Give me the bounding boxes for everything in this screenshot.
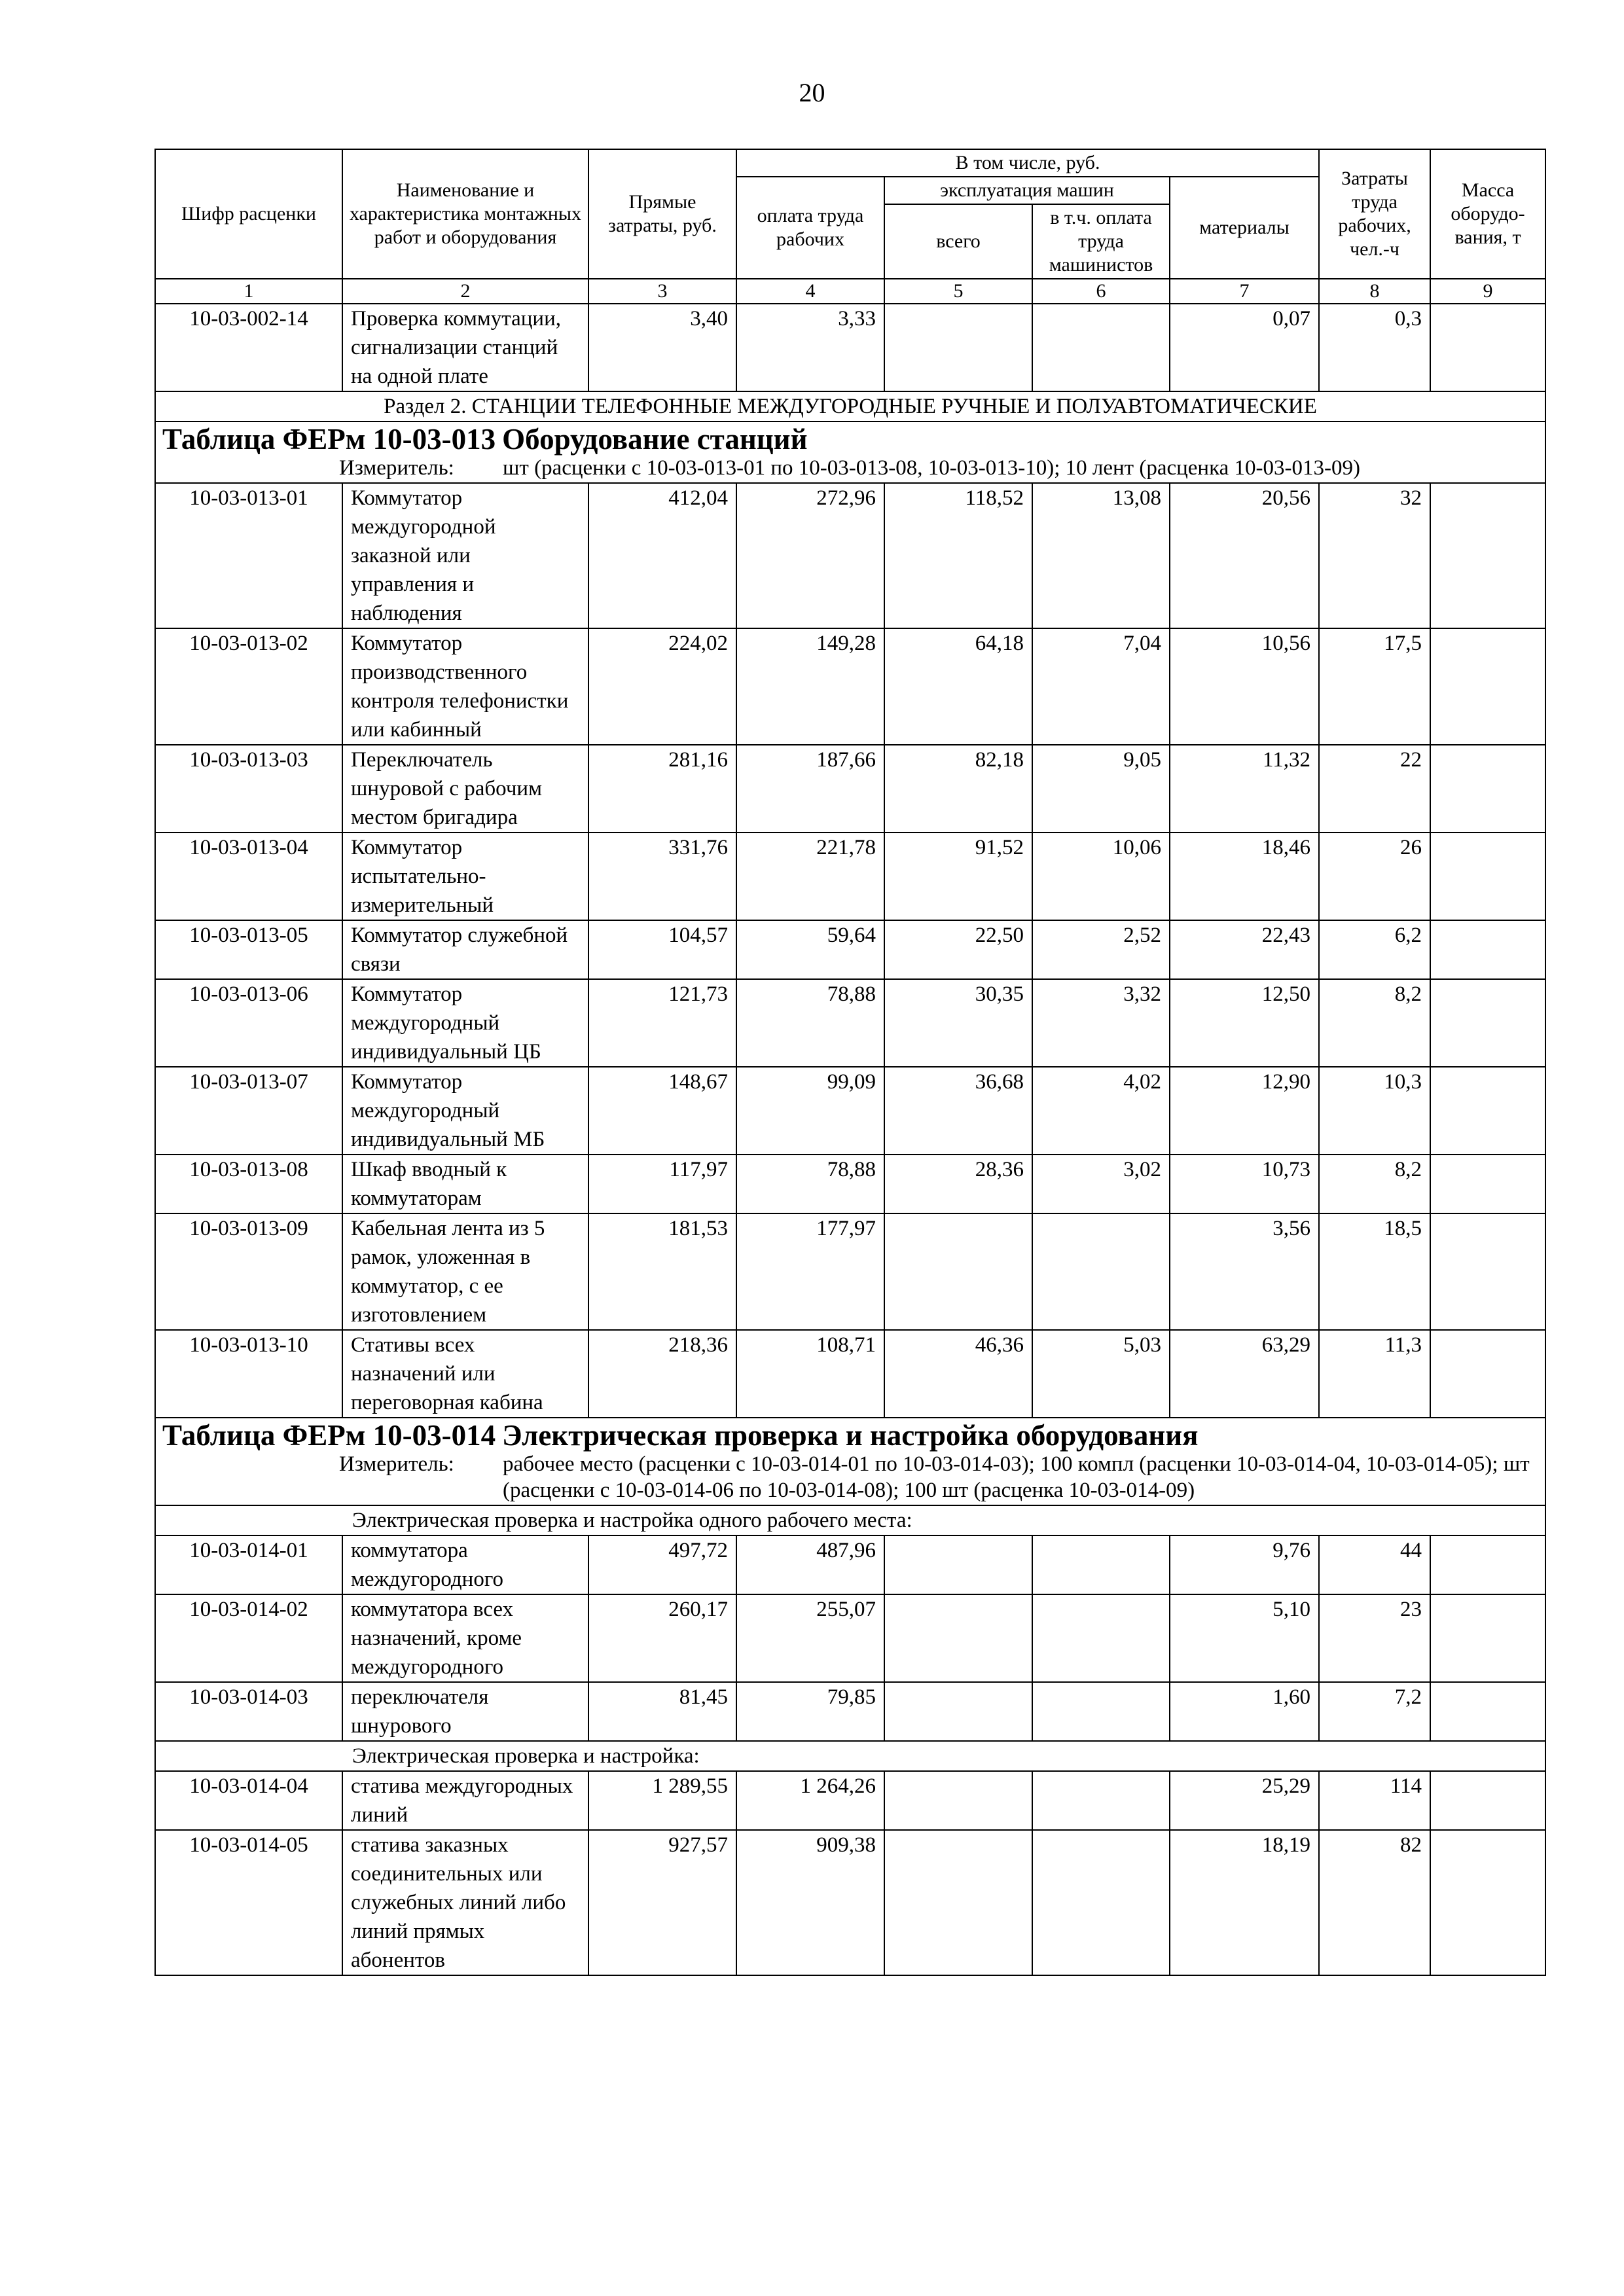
row-materials: 5,10 xyxy=(1170,1594,1319,1682)
row-labor: 255,07 xyxy=(736,1594,884,1682)
row-code: 10-03-002-14 xyxy=(155,304,342,391)
row-labor: 78,88 xyxy=(736,1155,884,1213)
header-mass: Масса оборудо-вания, т xyxy=(1430,149,1545,279)
row-mach xyxy=(884,1535,1032,1594)
col-number: 2 xyxy=(342,279,588,304)
row-labor: 1 264,26 xyxy=(736,1771,884,1830)
row-mach: 28,36 xyxy=(884,1155,1032,1213)
table-name: Электрическая проверка и настройка оборудования xyxy=(502,1419,1199,1452)
row-code: 10-03-014-03 xyxy=(155,1682,342,1741)
row-materials: 10,73 xyxy=(1170,1155,1319,1213)
row-direct: 218,36 xyxy=(588,1330,736,1418)
row-mach: 22,50 xyxy=(884,920,1032,979)
table-row xyxy=(155,1594,1545,1682)
row-materials: 1,60 xyxy=(1170,1682,1319,1741)
header-direct: Прямые затраты, руб. xyxy=(588,149,736,279)
row-direct: 224,02 xyxy=(588,628,736,745)
row-mach-labor: 3,02 xyxy=(1032,1155,1170,1213)
row-name: Стативы всех назначений или переговорная кабина xyxy=(342,1330,588,1418)
row-mass xyxy=(1430,1067,1545,1155)
row-code: 10-03-014-05 xyxy=(155,1830,342,1975)
row-mass xyxy=(1430,1155,1545,1213)
row-labor: 487,96 xyxy=(736,1535,884,1594)
table-label: Таблица ФЕРм 10-03-014 xyxy=(162,1419,496,1452)
row-code: 10-03-013-10 xyxy=(155,1330,342,1418)
row-direct: 181,53 xyxy=(588,1213,736,1330)
table2-rows-b xyxy=(155,1771,1545,1975)
row-hours: 7,2 xyxy=(1319,1682,1430,1741)
table-title xyxy=(162,1420,1538,1451)
row-name: переключателя шнурового xyxy=(342,1682,588,1741)
row-name: статива междугородных линий xyxy=(342,1771,588,1830)
table-row xyxy=(155,1830,1545,1975)
row-code: 10-03-013-07 xyxy=(155,1067,342,1155)
table-row xyxy=(155,745,1545,833)
table-row xyxy=(155,1535,1545,1594)
table-row xyxy=(155,1330,1545,1418)
row-mass xyxy=(1430,1535,1545,1594)
row-materials: 18,19 xyxy=(1170,1830,1319,1975)
row-labor: 272,96 xyxy=(736,483,884,628)
row-materials: 25,29 xyxy=(1170,1771,1319,1830)
page-number: 20 xyxy=(799,78,825,107)
col-number: 8 xyxy=(1319,279,1430,304)
row-direct: 81,45 xyxy=(588,1682,736,1741)
row-mach: 82,18 xyxy=(884,745,1032,833)
table-title xyxy=(162,423,1538,455)
row-mach-labor: 9,05 xyxy=(1032,745,1170,833)
row-mach xyxy=(884,1682,1032,1741)
table-row xyxy=(155,1067,1545,1155)
row-materials: 12,50 xyxy=(1170,979,1319,1067)
row-materials: 0,07 xyxy=(1170,304,1319,391)
row-hours: 114 xyxy=(1319,1771,1430,1830)
row-mach xyxy=(884,1771,1032,1830)
row-mass xyxy=(1430,1213,1545,1330)
row-hours: 11,3 xyxy=(1319,1330,1430,1418)
row-code: 10-03-013-05 xyxy=(155,920,342,979)
row-labor: 221,78 xyxy=(736,833,884,920)
group-row xyxy=(155,1741,1545,1771)
row-mach-labor: 5,03 xyxy=(1032,1330,1170,1418)
row-mass xyxy=(1430,920,1545,979)
row-mach-labor xyxy=(1032,1213,1170,1330)
row-mach: 64,18 xyxy=(884,628,1032,745)
header-machines: эксплуатация машин xyxy=(884,177,1170,204)
row-mach-labor: 10,06 xyxy=(1032,833,1170,920)
row-mach xyxy=(884,304,1032,391)
row-mach-labor: 2,52 xyxy=(1032,920,1170,979)
col-number: 9 xyxy=(1430,279,1545,304)
row-labor: 149,28 xyxy=(736,628,884,745)
measure-text: шт (расценки с 10-03-013-01 по 10-03-013-08, 10-03-013-10); 10 лент (расценка 10-03-013-09) xyxy=(503,456,1360,480)
row-hours: 82 xyxy=(1319,1830,1430,1975)
measure xyxy=(162,455,1538,481)
row-direct: 412,04 xyxy=(588,483,736,628)
row-name: Коммутатор производственного контроля телефонистки или кабинный xyxy=(342,628,588,745)
table-row xyxy=(155,979,1545,1067)
row-mach: 30,35 xyxy=(884,979,1032,1067)
row-mach-labor xyxy=(1032,304,1170,391)
row-name: Переключатель шнуровой с рабочим местом бригадира xyxy=(342,745,588,833)
row-direct: 281,16 xyxy=(588,745,736,833)
table-row xyxy=(155,833,1545,920)
row-labor: 59,64 xyxy=(736,920,884,979)
row-labor: 108,71 xyxy=(736,1330,884,1418)
row-materials: 10,56 xyxy=(1170,628,1319,745)
row-hours: 18,5 xyxy=(1319,1213,1430,1330)
row-mach xyxy=(884,1594,1032,1682)
row-mach-labor xyxy=(1032,1594,1170,1682)
row-mach: 91,52 xyxy=(884,833,1032,920)
table-label: Таблица ФЕРм 10-03-013 xyxy=(162,423,496,456)
measure xyxy=(162,1451,1538,1503)
group-row xyxy=(155,1505,1545,1535)
row-direct: 121,73 xyxy=(588,979,736,1067)
measure-label: Измеритель: xyxy=(339,1452,454,1476)
row-direct: 497,72 xyxy=(588,1535,736,1594)
group-title: Электрическая проверка и настройка: xyxy=(155,1741,1545,1771)
row-code: 10-03-013-06 xyxy=(155,979,342,1067)
row-mass xyxy=(1430,483,1545,628)
row-code: 10-03-013-08 xyxy=(155,1155,342,1213)
row-code: 10-03-014-04 xyxy=(155,1771,342,1830)
row-materials: 3,56 xyxy=(1170,1213,1319,1330)
row-mach-labor: 13,08 xyxy=(1032,483,1170,628)
row-code: 10-03-013-02 xyxy=(155,628,342,745)
measure-text: рабочее место (расценки с 10-03-014-01 по 10-03-014-03); 100 компл (расценки 10-03-014-04, 10-03-014-05); шт (расценки с 10-03-014-06 по 10-03-014-08); 100 шт (расценка 10-03-014-09) xyxy=(503,1452,1530,1502)
row-mach: 118,52 xyxy=(884,483,1032,628)
row-name: Проверка коммутации, сигнализации станций на одной плате xyxy=(342,304,588,391)
table-row xyxy=(155,1771,1545,1830)
table-row xyxy=(155,304,1545,391)
row-name: Коммутатор испытательно-измерительный xyxy=(342,833,588,920)
table-title-row xyxy=(155,1418,1545,1505)
row-hours: 0,3 xyxy=(1319,304,1430,391)
header-materials: материалы xyxy=(1170,177,1319,279)
row-mass xyxy=(1430,304,1545,391)
row-mach-labor xyxy=(1032,1535,1170,1594)
row-mach xyxy=(884,1830,1032,1975)
row-direct: 3,40 xyxy=(588,304,736,391)
row-labor: 78,88 xyxy=(736,979,884,1067)
row-materials: 12,90 xyxy=(1170,1067,1319,1155)
row-mach-labor: 7,04 xyxy=(1032,628,1170,745)
table-row xyxy=(155,483,1545,628)
row-name: Коммутатор междугородной заказной или управления и наблюдения xyxy=(342,483,588,628)
section-title: Раздел 2. СТАНЦИИ ТЕЛЕФОННЫЕ МЕЖДУГОРОДНЫЕ РУЧНЫЕ И ПОЛУАВТОМАТИЧЕСКИЕ xyxy=(155,391,1545,422)
row-mach-labor: 4,02 xyxy=(1032,1067,1170,1155)
row-labor: 177,97 xyxy=(736,1213,884,1330)
row-labor: 3,33 xyxy=(736,304,884,391)
header-mach-labor: в т.ч. оплата труда машинистов xyxy=(1032,204,1170,279)
row-direct: 148,67 xyxy=(588,1067,736,1155)
row-direct: 104,57 xyxy=(588,920,736,979)
row-mach: 36,68 xyxy=(884,1067,1032,1155)
row-hours: 22 xyxy=(1319,745,1430,833)
table-title-row xyxy=(155,422,1545,483)
row-materials: 20,56 xyxy=(1170,483,1319,628)
row-name: коммутатора всех назначений, кроме междугородного xyxy=(342,1594,588,1682)
row-materials: 9,76 xyxy=(1170,1535,1319,1594)
rates-table xyxy=(154,149,1546,1976)
row-labor: 909,38 xyxy=(736,1830,884,1975)
table-name: Оборудование станций xyxy=(502,423,808,456)
table-row xyxy=(155,628,1545,745)
row-mass xyxy=(1430,833,1545,920)
row-code: 10-03-014-02 xyxy=(155,1594,342,1682)
table-row xyxy=(155,1682,1545,1741)
row-code: 10-03-013-03 xyxy=(155,745,342,833)
header-code: Шифр расценки xyxy=(155,149,342,279)
row-hours: 32 xyxy=(1319,483,1430,628)
row-mach-labor xyxy=(1032,1682,1170,1741)
col-number: 5 xyxy=(884,279,1032,304)
row-name: коммутатора междугородного xyxy=(342,1535,588,1594)
row-direct: 1 289,55 xyxy=(588,1771,736,1830)
row-mach-labor xyxy=(1032,1771,1170,1830)
header-labor-cost: Затраты труда рабочих, чел.-ч xyxy=(1319,149,1430,279)
row-name: Кабельная лента из 5 рамок, уложенная в коммутатор, с ее изготовлением xyxy=(342,1213,588,1330)
col-number: 1 xyxy=(155,279,342,304)
row-name: Коммутатор междугородный индивидуальный МБ xyxy=(342,1067,588,1155)
row-direct: 260,17 xyxy=(588,1594,736,1682)
row-materials: 11,32 xyxy=(1170,745,1319,833)
row-hours: 26 xyxy=(1319,833,1430,920)
header-mach-total: всего xyxy=(884,204,1032,279)
row-name: Коммутатор междугородный индивидуальный ЦБ xyxy=(342,979,588,1067)
row-hours: 6,2 xyxy=(1319,920,1430,979)
row-mass xyxy=(1430,1771,1545,1830)
row-labor: 99,09 xyxy=(736,1067,884,1155)
measure-label: Измеритель: xyxy=(339,456,454,480)
row-direct: 117,97 xyxy=(588,1155,736,1213)
section-row xyxy=(155,391,1545,422)
row-name: статива заказных соединительных или служебных линий либо линий прямых абонентов xyxy=(342,1830,588,1975)
row-hours: 23 xyxy=(1319,1594,1430,1682)
row-mass xyxy=(1430,1682,1545,1741)
row-mass xyxy=(1430,745,1545,833)
row-code: 10-03-013-09 xyxy=(155,1213,342,1330)
row-mass xyxy=(1430,979,1545,1067)
row-labor: 79,85 xyxy=(736,1682,884,1741)
col-number: 6 xyxy=(1032,279,1170,304)
row-code: 10-03-013-01 xyxy=(155,483,342,628)
row-mach xyxy=(884,1213,1032,1330)
row-materials: 63,29 xyxy=(1170,1330,1319,1418)
row-mass xyxy=(1430,1830,1545,1975)
row-hours: 8,2 xyxy=(1319,1155,1430,1213)
row-mach: 46,36 xyxy=(884,1330,1032,1418)
row-code: 10-03-013-04 xyxy=(155,833,342,920)
row-mass xyxy=(1430,1594,1545,1682)
header-labor-pay: оплата труда рабочих xyxy=(736,177,884,279)
col-number: 3 xyxy=(588,279,736,304)
row-hours: 8,2 xyxy=(1319,979,1430,1067)
header-incl: В том числе, руб. xyxy=(736,149,1319,177)
row-materials: 18,46 xyxy=(1170,833,1319,920)
row-hours: 17,5 xyxy=(1319,628,1430,745)
row-materials: 22,43 xyxy=(1170,920,1319,979)
row-hours: 44 xyxy=(1319,1535,1430,1594)
row-hours: 10,3 xyxy=(1319,1067,1430,1155)
table-row xyxy=(155,1213,1545,1330)
row-mach-labor xyxy=(1032,1830,1170,1975)
row-mass xyxy=(1430,1330,1545,1418)
table2-rows-a xyxy=(155,1535,1545,1741)
col-number: 7 xyxy=(1170,279,1319,304)
row-labor: 187,66 xyxy=(736,745,884,833)
row-code: 10-03-014-01 xyxy=(155,1535,342,1594)
table1-rows xyxy=(155,483,1545,1418)
table-row xyxy=(155,920,1545,979)
table-header xyxy=(155,149,1545,304)
col-number: 4 xyxy=(736,279,884,304)
column-numbers-row xyxy=(155,279,1545,304)
row-direct: 331,76 xyxy=(588,833,736,920)
row-name: Коммутатор служебной связи xyxy=(342,920,588,979)
row-name: Шкаф вводный к коммутаторам xyxy=(342,1155,588,1213)
row-mach-labor: 3,32 xyxy=(1032,979,1170,1067)
group-title: Электрическая проверка и настройка одного рабочего места: xyxy=(155,1505,1545,1535)
row-mass xyxy=(1430,628,1545,745)
table-row xyxy=(155,1155,1545,1213)
header-name: Наименование и характеристика монтажных работ и оборудования xyxy=(342,149,588,279)
row-direct: 927,57 xyxy=(588,1830,736,1975)
